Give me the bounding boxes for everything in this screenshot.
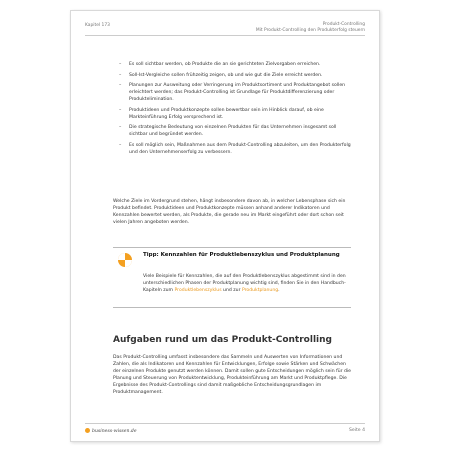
- bullet-item: – Es soll sichtbar werden, ob Produkte die an sie gerichteten Zielvorgaben erreichen.: [119, 61, 351, 68]
- page-number: Seite 4: [348, 428, 365, 433]
- header-chapter: Kapitel 173: [85, 23, 110, 28]
- header-subtitle: Mit Produkt-Controlling den Produkterfolg steuern: [255, 27, 365, 33]
- tip-body-text: .: [278, 288, 280, 293]
- bullet-item: – Planungen zur Ausweitung oder Verringerung im Produktsortiment und Produktangebot sollen erleichtert werden; das Produkt-Controlling ist Grundlage für Produktdifferenzierung oder Produktelimination.: [119, 82, 351, 103]
- link-produktplanung[interactable]: Produktplanung: [241, 288, 279, 293]
- header-right: [256, 22, 365, 33]
- tip-divider-bottom: [113, 307, 351, 308]
- bullet-item: – Es soll möglich sein, Maßnahmen aus dem Produkt-Controlling abzuleiten, um den Produkterfolg und den Unternehmenserfolg zu verbessern.: [119, 142, 351, 156]
- tip-body-text: und zur: [221, 288, 242, 293]
- tip-title: Tipp: Kennzahlen für Produktlebenszyklus und Produktplanung: [143, 252, 340, 258]
- header-divider: [85, 35, 365, 36]
- bullet-item: – Die strategische Bedeutung von einzelnen Produkten für das Unternehmen insgesamt soll sichtbar und begründet werden.: [119, 124, 351, 138]
- body-paragraph-2: Das Produkt-Controlling umfasst insbesondere das Sammeln und Auswerten von Informationen und Zahlen, die als Indikatoren und Kennzahlen für Entwicklungen, Erfolge sowie Stärken und Schwächen der einzelnen Produkte genutzt werden können. Damit sollen gute Entscheidungen möglich sein für die Planung und Steuerung von Produktentwicklung, Produkteinführung am Markt und Produktpflege. Die Ergebnisse des Produkt-Controllings sind damit maßgebliche Entscheidungsgrundlagen im Produktmanagement.: [113, 355, 351, 395]
- footer-logo: [85, 428, 137, 434]
- tip-divider-top: [113, 247, 351, 248]
- header-section: Produkt-Controlling: [322, 22, 365, 27]
- footer-logo-text: business-wissen.de: [92, 429, 137, 434]
- bullet-item: – Soll-Ist-Vergleiche sollen frühzeitig zeigen, ob und wie gut die Ziele erreicht werden.: [119, 72, 351, 79]
- tip-body-text: Viele Beispiele für Kennzahlen, die auf den Produktlebenszyklus abgestimmt sind in den unterschiedlichen Phasen der Produktplanung wichtig sind, finden Sie in den Handbuch-Kapiteln zum: [143, 274, 346, 293]
- tip-body: [143, 273, 348, 294]
- logo-dot-icon: [85, 428, 90, 433]
- document-page: [70, 10, 380, 442]
- bullet-item: – Produktideen und Produktkonzepte sollen bewertbar sein im Hinblick darauf, ob eine Markteinführung Erfolg versprechend ist.: [119, 107, 351, 121]
- body-paragraph-1: Welche Ziele im Vordergrund stehen, hängt insbesondere davon ab, in welcher Lebensphase sich ein Produkt befindet. Produktideen und Produktkonzepte müssen anhand anderer Indikatoren und Kennzahlen bewertet werden, als Produkte, die gerade neu im Markt eingeführt oder dort schon seit vielen Jahren angeboten werden.: [113, 199, 346, 225]
- link-produktlebenszyklus[interactable]: Produktlebenszyklus: [174, 288, 222, 293]
- section-title: Aufgaben rund um das Produkt-Controlling: [113, 335, 332, 345]
- goal-bullet-list: [119, 61, 351, 160]
- tip-icon: [118, 253, 132, 267]
- footer-divider: [85, 423, 365, 424]
